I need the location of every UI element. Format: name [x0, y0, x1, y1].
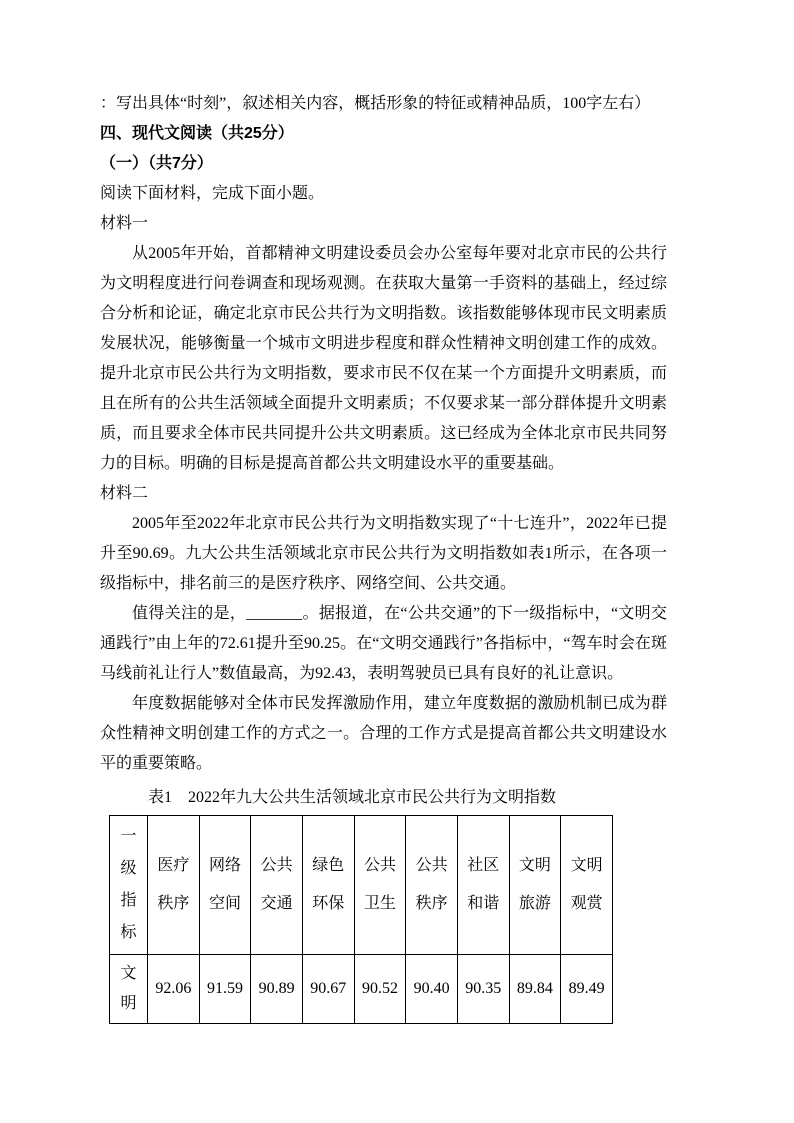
- table-header-cell: [148, 816, 200, 955]
- material-two-label: 材料二: [100, 485, 149, 502]
- table-cell-line: 卫生: [363, 895, 396, 912]
- table-cell-line: 级: [120, 860, 137, 877]
- intro-tail-line: ：写出具体“时刻”，叙述相关内容，概括形象的特征或精神品质，100字左右）: [100, 95, 651, 112]
- table-cell-line: 秩序: [415, 895, 448, 912]
- table-value-cell: [354, 955, 406, 1024]
- section-heading: 四、现代文阅读（共25分）: [100, 125, 294, 142]
- table-header-cell: [302, 816, 354, 955]
- table-corner-header-cell: [110, 816, 148, 955]
- table-cell-line: 文明: [518, 857, 551, 874]
- table-cell-line: 90.52: [361, 980, 398, 997]
- table-value-cell: [509, 955, 561, 1024]
- table-header-cell: [406, 816, 458, 955]
- table-cell-line: 网络: [208, 857, 241, 874]
- material-one-label: 材料一: [100, 215, 149, 232]
- table-value-cell: [199, 955, 251, 1024]
- table-cell-line: 空间: [208, 895, 241, 912]
- table-cell-line: 文明: [570, 857, 603, 874]
- table-header-cell: [251, 816, 303, 955]
- table-cell-line: 一: [120, 828, 137, 845]
- table-cell-line: 绿色: [312, 857, 345, 874]
- table-header-cell: [457, 816, 509, 955]
- table-cell-line: 92.06: [155, 980, 192, 997]
- table-row-label-cell: [110, 955, 148, 1024]
- material-one-paragraph: 从2005年开始，首都精神文明建设委员会办公室每年要对北京市民的公共行为文明程度进行问卷调查和现场观测。在获取大量第一手资料的基础上，经过综合分析和论证，确定北京市民公共行为文明指数。该指数能够体现市民文明素质发展状况，能够衡量一个城市文明进步程度和群众性精神文明创建工作的成效。提升北京市民公共行为文明指数，要求市民不仅在某一个方面提升文明素质，而且在所有的公共生活领域全面提升文明素质；不仅要求某一部分群体提升文明素质，而且要求全体市民共同提升公共文明素质。这已经成为全体北京市民共同努力的目标。明确的目标是提高首都公共文明建设水平的重要基础。: [100, 245, 667, 472]
- table-header-cell: [509, 816, 561, 955]
- table-cell-line: 交通: [260, 895, 293, 912]
- table-cell-line: 公共: [363, 857, 396, 874]
- table-caption: 表1 2022年九大公共生活领域北京市民公共行为文明指数: [148, 789, 557, 806]
- table-cell-line: 和谐: [467, 895, 500, 912]
- table-cell-line: 旅游: [518, 895, 551, 912]
- table-cell-line: 91.59: [206, 980, 243, 997]
- instruction-line: 阅读下面材料，完成下面小题。: [100, 185, 325, 202]
- material-two-paragraph-3: 年度数据能够对全体市民发挥激励作用，建立年度数据的激励机制已成为群众性精神文明创建工作的方式之一。合理的工作方式是提高首都公共文明建设水平的重要策略。: [100, 695, 667, 772]
- table-cell-line: 公共: [415, 857, 448, 874]
- table-cell-line: 90.40: [413, 980, 450, 997]
- table-cell-line: 文: [120, 965, 137, 982]
- civility-index-table: [109, 815, 613, 1024]
- table-value-cell: [561, 955, 613, 1024]
- material-two-paragraph-1: 2005年至2022年北京市民公共行为文明指数实现了“十七连升”，2022年已提升至90.69。九大公共生活领域北京市民公共行为文明指数如表1所示，在各项一级指标中，排名前三的是医疗秩序、网络空间、公共交通。: [100, 515, 667, 592]
- table-cell-line: 明: [120, 995, 137, 1012]
- table-value-cell: [457, 955, 509, 1024]
- table-cell-line: 社区: [467, 857, 500, 874]
- table-value-cell: [302, 955, 354, 1024]
- table-cell-line: 秩序: [157, 895, 190, 912]
- table-value-cell: [406, 955, 458, 1024]
- document-content: [100, 89, 667, 1024]
- table-cell-line: 医疗: [157, 857, 190, 874]
- table-cell-line: 89.49: [568, 980, 605, 997]
- table-cell-line: 89.84: [516, 980, 553, 997]
- table-value-cell: [148, 955, 200, 1024]
- table-cell-line: 90.35: [465, 980, 502, 997]
- table-cell-line: 标: [120, 924, 137, 941]
- material-two-paragraph-2: 值得关注的是，_______。据报道，在“公共交通”的下一级指标中，“文明交通践行”由上年的72.61提升至90.25。在“文明交通践行”各指标中，“驾车时会在斑马线前礼让行人”数值最高，为92.43，表明驾驶员已具有良好的礼让意识。: [100, 605, 667, 682]
- table-cell-line: 观赏: [570, 895, 603, 912]
- table-cell-line: 90.67: [310, 980, 347, 997]
- table-header-cell: [354, 816, 406, 955]
- table-cell-line: 公共: [260, 857, 293, 874]
- table-data-row: [110, 955, 613, 1024]
- subsection-heading: （一）（共7分）: [100, 155, 213, 172]
- table-cell-line: 环保: [312, 895, 345, 912]
- table-cell-line: 90.89: [258, 980, 295, 997]
- table-header-row: [110, 816, 613, 955]
- table-value-cell: [251, 955, 303, 1024]
- table-header-cell: [199, 816, 251, 955]
- table-cell-line: 指: [120, 892, 137, 909]
- table-header-cell: [561, 816, 613, 955]
